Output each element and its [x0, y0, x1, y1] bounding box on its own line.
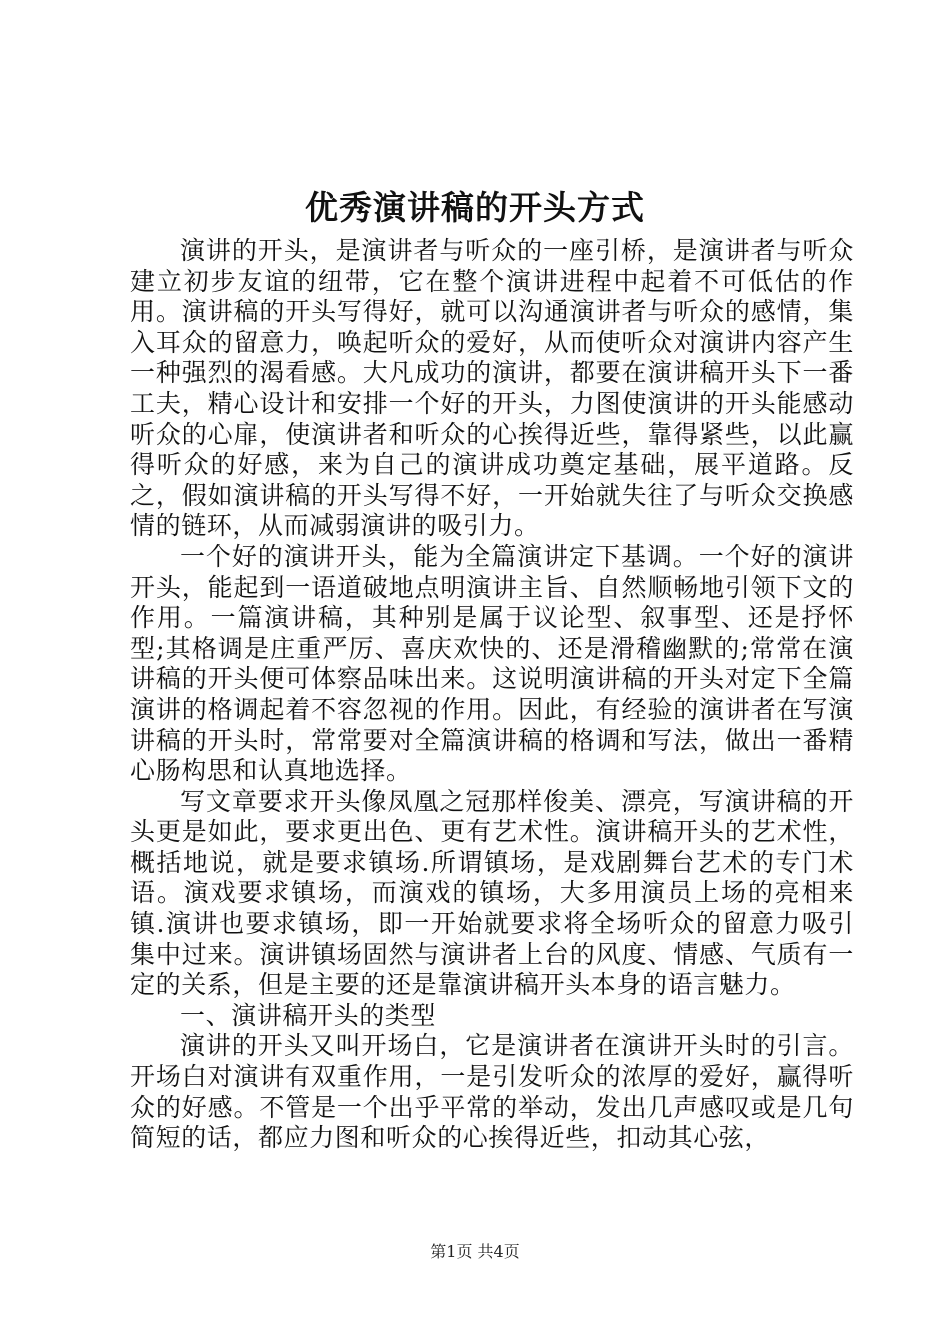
paragraph-tone: 一个好的演讲开头，能为全篇演讲定下基调。一个好的演讲开头，能起到一语道破地点明演讲主旨、自然顺畅地引领下文的作用。一篇演讲稿，其种别是属于议论型、叙事型、还是抒怀型;其格调是庄重严厉、喜庆欢快的、还是滑稽幽默的;常常在演讲稿的开头便可体察品味出来。这说明演讲稿的开头对定下全篇演讲的格调起着不容忽视的作用。因此，有经验的演讲者在写演讲稿的开头时，常常要对全篇演讲稿的格调和写法，做出一番精心肠构思和认真地选择。: [130, 541, 854, 786]
paragraph-intro: 演讲的开头，是演讲者与听众的一座引桥，是演讲者与听众建立初步友谊的纽带，它在整个演讲进程中起着不可低估的作用。演讲稿的开头写得好，就可以沟通演讲者与听众的感情，集入耳众的留意力，唤起听众的爱好，从而使听众对演讲内容产生一种强烈的渴看感。大凡成功的演讲，都要在演讲稿开头下一番工夫，精心设计和安排一个好的开头，力图使演讲的开头能感动听众的心扉，使演讲者和听众的心挨得近些，靠得紧些，以此赢得听众的好感，来为自己的演讲成功奠定基础，展平道路。反之，假如演讲稿的开头写得不好，一开始就失往了与听众交换感情的链环，从而减弱演讲的吸引力。: [130, 236, 854, 541]
page-number-footer: 第1页 共4页: [430, 1242, 520, 1261]
document-title: 优秀演讲稿的开头方式: [305, 188, 645, 227]
paragraph-artistry: 写文章要求开头像凤凰之冠那样俊美、漂亮，写演讲稿的开头更是如此，要求更出色、更有艺术性。演讲稿开头的艺术性，概括地说，就是要求镇场.所谓镇场，是戏剧舞台艺术的专门术语。演戏要求镇场，而演戏的镇场，大多用演员上场的亮相来镇.演讲也要求镇场，即一开始就要求将全场听众的留意力吸引集中过来。演讲镇场固然与演讲者上台的风度、情感、气质有一定的关系，但是主要的还是靠演讲稿开头本身的语言魅力。: [130, 786, 854, 1000]
paragraph-opening: 演讲的开头又叫开场白，它是演讲者在演讲开头时的引言。开场白对演讲有双重作用，一是引发听众的浓厚的爱好，赢得听众的好感。不管是一个出乎平常的举动，发出几声感叹或是几句简短的话，都应力图和听众的心挨得近些，扣动其心弦，: [130, 1031, 854, 1153]
document-body: [130, 236, 854, 1154]
section-heading: 一、演讲稿开头的类型: [180, 1000, 437, 1030]
